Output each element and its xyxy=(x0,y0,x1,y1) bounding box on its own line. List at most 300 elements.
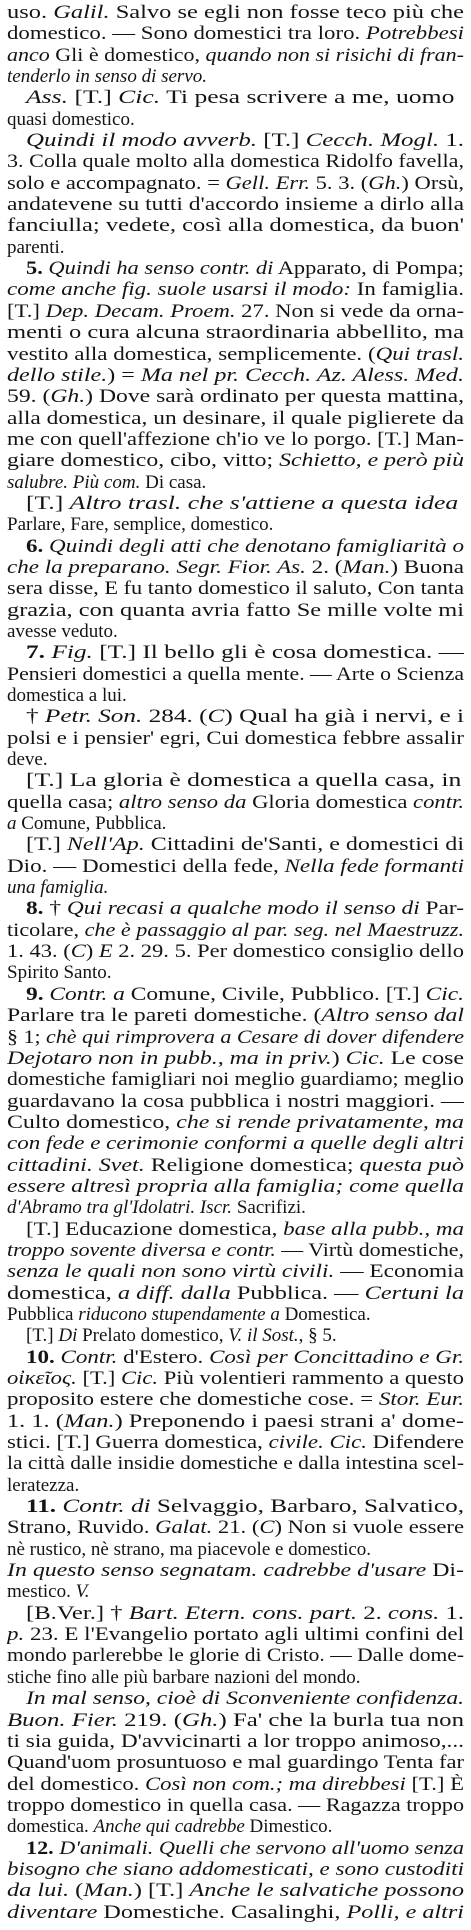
text-run: [T.] Il bello gli è cosa domestica. — xyxy=(92,642,464,664)
text-line xyxy=(7,1133,464,1154)
text-run: stici. [T.] Guerra domestica, xyxy=(7,1432,269,1454)
paragraph-start-line xyxy=(7,87,464,108)
italic-run: C xyxy=(70,941,86,963)
line-content xyxy=(7,1133,464,1154)
line-content xyxy=(26,642,464,663)
text-line xyxy=(7,1645,464,1666)
sense-number: 9. xyxy=(26,983,44,1005)
text-line xyxy=(7,1517,464,1538)
italic-run: Cecch. Mogl. xyxy=(305,130,440,152)
line-content xyxy=(7,578,464,599)
line-content xyxy=(7,1283,464,1304)
text-run: Di casa. xyxy=(140,471,207,493)
text-line xyxy=(7,557,464,578)
italic-run: Polli, e altri xyxy=(346,1901,464,1923)
line-content xyxy=(7,685,127,706)
text-line xyxy=(7,23,464,44)
text-run: † xyxy=(26,706,45,728)
paragraph-start-line xyxy=(7,1325,464,1346)
paragraph-start-line xyxy=(7,1219,464,1240)
text-run: 1. 1. ( xyxy=(7,1410,64,1432)
text-run: [T.] Educazione domestica, xyxy=(26,1218,284,1240)
text-run: [T.] xyxy=(26,834,67,856)
text-run: la città dalle insidie domestiche e dalla intestina scel- xyxy=(7,1453,464,1475)
line-content xyxy=(7,386,464,407)
text-line xyxy=(7,1112,464,1133)
text-run: Ti pesa scrivere a me, uomo xyxy=(160,87,455,109)
italic-run: Petr. Son. xyxy=(44,706,143,728)
line-content xyxy=(7,1155,464,1176)
paragraph-start-line xyxy=(7,536,464,557)
sense-number: 5. xyxy=(26,258,43,280)
line-content xyxy=(7,151,464,172)
line-content xyxy=(7,45,464,66)
text-line xyxy=(7,2,464,23)
text-line xyxy=(7,1539,464,1560)
line-content xyxy=(7,1880,464,1901)
text-line xyxy=(7,472,464,493)
text-run: 2. xyxy=(357,1602,388,1624)
line-content xyxy=(26,706,464,727)
text-line xyxy=(7,664,464,685)
text-line xyxy=(7,1048,464,1069)
italic-run: Contr. xyxy=(54,1346,118,1368)
line-content xyxy=(7,621,118,642)
text-run: ) Preponendo i paesi strani a' dome- xyxy=(114,1410,464,1432)
line-content xyxy=(7,194,464,215)
line-content xyxy=(7,1027,464,1048)
line-content xyxy=(7,1624,464,1645)
line-content xyxy=(26,130,464,151)
italic-run: base alla pubb., ma xyxy=(283,1218,464,1240)
text-run: ) Qual ha già i nervi, e i xyxy=(224,706,464,728)
sense-number: 10. xyxy=(26,1346,55,1368)
text-line xyxy=(7,728,464,749)
text-run: [T.] xyxy=(68,87,119,109)
paragraph-start-line xyxy=(7,1496,464,1517)
text-run: 27. Non si vede da orna- xyxy=(235,300,464,322)
italic-run: Quindi ha senso contr. di xyxy=(42,258,274,280)
text-line xyxy=(7,1155,464,1176)
italic-run: Anche le salvatiche possono xyxy=(189,1880,464,1902)
text-run: 23. E l'Evangelio portato agli ultimi confini del xyxy=(24,1624,464,1646)
text-line xyxy=(7,1667,464,1688)
line-content xyxy=(26,1347,464,1368)
line-content xyxy=(7,1197,306,1218)
text-run: Par- xyxy=(419,898,464,920)
text-line xyxy=(7,1240,464,1261)
line-content xyxy=(7,1368,464,1389)
text-run: Comune, Civile, Pubblico. [T.] xyxy=(124,983,426,1005)
italic-run: Man. xyxy=(63,1410,115,1432)
text-run: deve. xyxy=(7,749,48,771)
text-run: 2. ( xyxy=(305,556,343,578)
text-line xyxy=(7,1368,464,1389)
text-run: Selvaggio, Barbaro, Salvatico, xyxy=(150,1496,464,1518)
italic-run: Nell'Ap. xyxy=(66,834,145,856)
line-content xyxy=(7,1774,464,1795)
text-run: Parlare tra le pareti domestiche. ( xyxy=(7,1005,322,1027)
text-run: grazia, con quanta avria fatto Se mille volte mi xyxy=(7,599,464,621)
text-run: del domestico. xyxy=(7,1773,146,1795)
text-line xyxy=(7,600,464,621)
italic-run: Man. xyxy=(342,556,391,578)
line-content xyxy=(7,215,464,236)
text-line xyxy=(7,1710,464,1731)
paragraph-start-line xyxy=(7,984,464,1005)
line-content xyxy=(7,856,464,877)
italic-run: quando non si risichi di fran- xyxy=(205,44,464,66)
italic-run: Contr. a xyxy=(43,983,125,1005)
italic-run: Gh. xyxy=(50,386,86,408)
sense-number: 8. xyxy=(26,898,44,920)
text-run: alla domestica, un desinare, il quale piglierete da xyxy=(7,407,464,429)
line-content xyxy=(26,770,461,791)
italic-run: Stor. Eur. xyxy=(378,1389,464,1411)
text-line xyxy=(7,1475,464,1496)
paragraph-start-line xyxy=(7,834,464,855)
line-content xyxy=(7,450,464,471)
text-line xyxy=(7,792,464,813)
text-line xyxy=(7,1091,464,1112)
italic-run: da lui. xyxy=(7,1880,70,1902)
line-content xyxy=(7,23,464,44)
line-content xyxy=(7,173,464,194)
italic-run: Fig. xyxy=(45,642,93,664)
text-line xyxy=(7,365,464,386)
text-run: Dimestico. xyxy=(244,1816,333,1838)
text-run: domestica a lui. xyxy=(7,685,127,706)
text-line xyxy=(7,408,464,429)
text-run: menti o cura alcuna straordinaria abbellito, ma xyxy=(7,322,464,344)
text-run: Comune, Pubblica. xyxy=(16,813,167,835)
line-content xyxy=(7,1069,464,1090)
line-content xyxy=(7,1859,464,1880)
italic-run: una famiglia. xyxy=(7,877,109,899)
text-run: ) xyxy=(85,941,99,963)
line-content xyxy=(7,941,464,962)
line-content xyxy=(7,1752,464,1773)
text-run: mestico. xyxy=(7,1581,76,1603)
line-content xyxy=(7,301,464,322)
text-run: uso. xyxy=(7,2,54,23)
italic-run: Altro senso dal xyxy=(321,1005,464,1027)
line-content xyxy=(7,429,464,450)
text-run: guardavano la cosa pubblica i nostri maggiori. — xyxy=(7,1090,464,1112)
text-line xyxy=(7,962,464,983)
text-run: quella casa; xyxy=(7,791,119,813)
text-line xyxy=(7,1411,464,1432)
line-content xyxy=(7,1389,464,1410)
italic-run: Quindi degli atti che denotano famigliarità o xyxy=(43,535,464,557)
text-line xyxy=(7,685,464,706)
text-line xyxy=(7,1581,464,1602)
italic-run: E xyxy=(98,941,113,963)
italic-run: Certuni la xyxy=(364,1282,464,1304)
italic-run: salubre. Più com. xyxy=(7,471,141,493)
italic-run: Cic. xyxy=(118,87,161,109)
paragraph-start-line xyxy=(7,898,464,919)
text-line xyxy=(7,813,464,834)
line-content xyxy=(7,344,464,365)
line-content xyxy=(7,749,48,770)
italic-run: a diff. dalla xyxy=(117,1282,231,1304)
italic-run: Cic. xyxy=(120,1368,159,1389)
text-line xyxy=(7,941,464,962)
text-run: — Economia xyxy=(334,1261,464,1283)
line-content xyxy=(7,1411,464,1432)
text-run: ) xyxy=(331,1047,346,1069)
line-content xyxy=(26,1838,464,1859)
italic-run: altro senso da xyxy=(118,791,247,813)
italic-run: anco xyxy=(7,44,50,66)
line-content xyxy=(7,557,464,578)
italic-run: C xyxy=(207,706,225,728)
text-line xyxy=(7,514,464,535)
text-run: [T.] xyxy=(257,130,306,152)
italic-run: contr. xyxy=(413,791,464,813)
italic-run: che è passaggio al par. seg. nel Maestruzz. xyxy=(84,919,464,941)
text-run: ) Orsù, xyxy=(401,172,464,194)
sense-number: 7. xyxy=(26,642,46,664)
text-run: [T.] xyxy=(76,1368,121,1389)
line-content xyxy=(7,1304,371,1325)
text-line xyxy=(7,386,464,407)
text-run: troppo domestico in quella casa. — Ragazza troppo xyxy=(7,1794,464,1816)
text-run: [B.Ver.] † xyxy=(26,1602,129,1624)
text-run: nè rustico, nè strano, ma piacevole e domestico. xyxy=(7,1538,372,1560)
text-line xyxy=(7,215,464,236)
text-run: avesse veduto. xyxy=(7,620,118,642)
text-run: ) Non si vuole essere xyxy=(274,1517,464,1539)
text-line xyxy=(7,1283,464,1304)
line-content xyxy=(7,1475,79,1496)
text-run: † xyxy=(43,898,67,920)
italic-run: D'animali. Quelli che servono all'uomo senza xyxy=(53,1837,464,1859)
text-run: Pubblica. — xyxy=(230,1282,365,1304)
line-content xyxy=(7,877,108,898)
italic-run: Anche qui cadrebbe xyxy=(93,1816,245,1838)
text-run: 284. ( xyxy=(142,706,208,728)
text-run: domestica. xyxy=(7,1816,94,1838)
italic-run: questa può xyxy=(359,1154,464,1176)
text-run: 59. ( xyxy=(7,386,51,408)
paragraph-start-line xyxy=(7,706,464,727)
text-line xyxy=(7,1560,464,1581)
italic-run: Man. xyxy=(83,1880,134,1902)
text-line xyxy=(7,1752,464,1773)
text-run: Parlare, Fare, semplice, domestico. xyxy=(7,514,274,536)
line-content xyxy=(7,109,135,130)
italic-run: cons. xyxy=(387,1602,440,1624)
italic-run: Buon. Fier. xyxy=(7,1709,118,1731)
italic-run: Dejotaro non in pubb., ma in priv. xyxy=(7,1047,332,1069)
text-line xyxy=(7,621,464,642)
paragraph-start-line xyxy=(7,258,464,279)
text-line xyxy=(7,1816,464,1837)
line-content xyxy=(7,664,464,685)
paragraph-start-line xyxy=(7,130,464,151)
text-line xyxy=(7,1624,464,1645)
text-run: parenti. xyxy=(7,236,65,258)
italic-run: Nella fede formanti xyxy=(284,855,464,877)
line-content xyxy=(7,1176,464,1197)
line-content xyxy=(26,258,464,279)
text-line xyxy=(7,1453,464,1474)
paragraph-start-line xyxy=(7,493,464,514)
italic-run: d'Abramo tra gl'Idolatri. Iscr. xyxy=(7,1197,233,1219)
text-line xyxy=(7,1069,464,1090)
line-content xyxy=(7,322,464,343)
text-run: — Virtù domestiche, xyxy=(275,1239,464,1261)
italic-run: cittadini. Svet. xyxy=(7,1154,145,1176)
italic-run: civile. Cic. xyxy=(268,1432,367,1454)
text-run: solo e accompagnato. = xyxy=(7,172,226,194)
text-run: ) Buona xyxy=(390,556,464,578)
italic-run: V. xyxy=(75,1581,90,1603)
text-line xyxy=(7,578,464,599)
line-content xyxy=(7,1091,464,1112)
text-line xyxy=(7,429,464,450)
italic-run: Schietto, e però più xyxy=(279,450,464,472)
italic-run: Cic. xyxy=(425,983,464,1005)
italic-run: Qui trasl. xyxy=(375,343,464,365)
text-run: proposito estere che domestiche cose. = xyxy=(7,1389,379,1411)
line-content xyxy=(26,493,458,514)
sense-number: 12. xyxy=(26,1837,54,1859)
line-content xyxy=(7,792,464,813)
italic-run: V. il Sost. xyxy=(228,1325,299,1347)
text-run: Più volentieri rammento a questo xyxy=(158,1368,464,1389)
paragraph-start-line xyxy=(7,1347,464,1368)
line-content xyxy=(7,365,464,386)
text-line xyxy=(7,856,464,877)
text-line xyxy=(7,344,464,365)
paragraph-start-line xyxy=(7,770,464,791)
sense-number: 11. xyxy=(26,1496,57,1518)
text-run: fanciulla; vedete, così alla domestica, da buon' xyxy=(7,215,464,237)
text-line xyxy=(7,301,464,322)
text-line xyxy=(7,1859,464,1880)
line-content xyxy=(7,1453,464,1474)
text-run: Salvo se egli non fosse teco più che xyxy=(109,2,464,23)
text-run: sera disse, E fu tanto domestico il saluto, Con tanta xyxy=(7,578,464,600)
line-content xyxy=(7,1667,361,1688)
text-run: Pubblica xyxy=(7,1303,79,1325)
paragraph-start-line xyxy=(7,642,464,663)
italic-run: Galat. xyxy=(155,1517,213,1539)
text-line xyxy=(7,1304,464,1325)
text-run: Pensieri domestici a quella mente. — Arte o Scienza xyxy=(7,663,464,685)
line-content xyxy=(26,1496,464,1517)
line-content xyxy=(7,1902,464,1923)
text-line xyxy=(7,749,464,770)
italic-run: che si rende privatamente, ma xyxy=(176,1111,464,1133)
line-content xyxy=(26,1325,337,1346)
italic-run: Gell. Err. xyxy=(225,172,311,194)
text-line xyxy=(7,322,464,343)
italic-run: Contr. di xyxy=(56,1496,151,1518)
text-run: domestiche famigliari noi meglio guardiamo; meglio xyxy=(7,1069,464,1091)
line-content xyxy=(7,962,112,983)
italic-run: chè qui rimprovera a Cesare di dover difendere xyxy=(46,1026,464,1048)
text-line xyxy=(7,151,464,172)
text-run: ) Fa' che la burla tua non xyxy=(218,1709,464,1731)
text-run: andatevene su tutti d'accordo insieme a dirlo alla xyxy=(7,194,464,216)
text-line xyxy=(7,1880,464,1901)
text-run: § 1; xyxy=(7,1026,47,1048)
text-run: ) [T.] xyxy=(133,1880,190,1902)
paragraph-start-line xyxy=(7,1838,464,1859)
italic-run: Altro trasl. che s'attiene a questa idea xyxy=(69,492,459,514)
text-line xyxy=(7,194,464,215)
text-line xyxy=(7,279,464,300)
text-run: 1. xyxy=(439,1602,464,1624)
text-run: [T.] La gloria è domestica a quella casa, in xyxy=(26,770,462,792)
text-line xyxy=(7,920,464,941)
text-run: ti sia guida, D'avvicinarti a lor troppo animoso,... xyxy=(7,1730,464,1752)
line-content xyxy=(26,984,464,1005)
line-content xyxy=(26,898,464,919)
text-line xyxy=(7,1197,464,1218)
text-run: ticolare, xyxy=(7,919,85,941)
italic-run: diventare xyxy=(7,1901,98,1923)
line-content xyxy=(26,1688,464,1709)
line-content xyxy=(7,920,464,941)
italic-run: a xyxy=(7,813,17,835)
text-run: 5. 3. ( xyxy=(310,172,369,194)
text-line xyxy=(7,237,464,258)
text-run: giare domestico, cibo, vitto; xyxy=(7,450,280,472)
line-content xyxy=(26,87,454,108)
line-content xyxy=(7,1240,464,1261)
italic-run: Ass. xyxy=(26,87,69,109)
text-run: Dio. — Domestici della fede, xyxy=(7,855,285,877)
text-run: 1. xyxy=(439,130,464,152)
text-line xyxy=(7,173,464,194)
italic-run: Ma nel pr. Cecch. Az. Aless. Med. xyxy=(140,364,464,386)
text-run: Strano, Ruvido. xyxy=(7,1517,156,1539)
text-run: 1. 43. ( xyxy=(7,941,71,963)
text-run: Domestica. xyxy=(279,1303,371,1325)
italic-run: Galil. xyxy=(53,2,110,23)
text-run: 3. Colla quale molto alla domestica Ridolfo favella, xyxy=(7,151,464,173)
line-content xyxy=(7,600,464,621)
italic-run: essere altresì propria alla famiglia; come quella xyxy=(7,1175,464,1197)
italic-run: In mal senso, cioè di Sconveniente confidenza. xyxy=(26,1688,464,1710)
line-content xyxy=(7,1261,464,1282)
italic-run: p. xyxy=(7,1624,25,1646)
text-run: leratezza. xyxy=(7,1474,80,1496)
line-content xyxy=(7,1710,464,1731)
line-content xyxy=(7,1517,464,1538)
italic-run: troppo sovente diversa e contr. xyxy=(7,1239,276,1261)
text-run: Domestiche. Casalinghi, xyxy=(97,1901,347,1923)
text-run: domestica, xyxy=(7,1282,118,1304)
line-content xyxy=(7,1795,464,1816)
text-run: [T.] xyxy=(26,492,70,514)
line-content xyxy=(7,1005,464,1026)
italic-run: con fede e cerimonie conformi a quelle degli altri xyxy=(7,1133,464,1155)
line-content xyxy=(26,1219,464,1240)
italic-run: Gh. xyxy=(181,1709,219,1731)
italic-run: tenderlo in senso di servo. xyxy=(7,66,208,88)
text-run: [T.] È xyxy=(405,1773,464,1795)
text-run: Culto domestico, xyxy=(7,1111,177,1133)
text-run: Religione domestica; xyxy=(144,1154,360,1176)
paragraph-start-line xyxy=(7,1688,464,1709)
italic-run: Bart. Etern. cons. part. xyxy=(128,1602,358,1624)
